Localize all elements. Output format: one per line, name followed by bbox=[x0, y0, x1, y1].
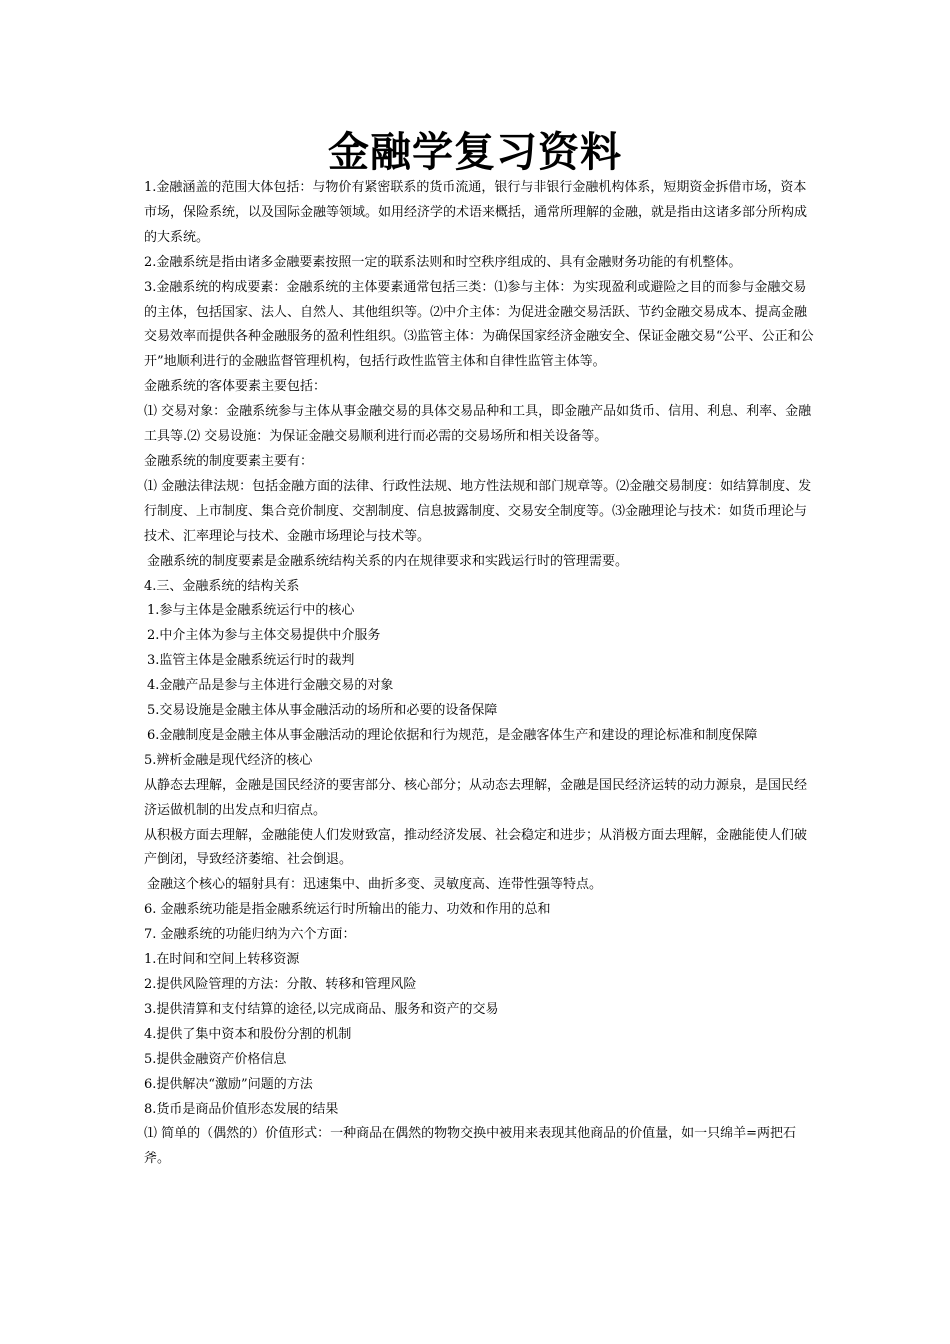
structure-item-2: 2.中介主体为参与主体交易提供中介服务 bbox=[147, 628, 381, 644]
paragraph-3-system-elements: 3.金融系统的构成要素：金融系统的主体要素通常包括三类：⑴参与主体：为实现盈利或避险之目的而参与金融交易的主体，包括国家、法人、自然人、其他组织等。⑵中介主体：为促进金融交易活跃、节约金融交易成本、提高金融交易效率而提供各种金融服务的盈利性组织。⑶监管主体：为确保国家经济金融安全、保证金融交易“公平、公正和公开”地顺利进行的金融监督管理机构，包括行政性监管主体和自律性监管主体等。 bbox=[144, 279, 814, 370]
paragraph-institution-elements-summary: 金融系统的制度要素是金融系统结构关系的内在规律要求和实践运行时的管理需要。 bbox=[147, 553, 629, 569]
document-title: 金融学复习资料 bbox=[328, 128, 622, 176]
paragraph-4-structure-heading: 4.三、金融系统的结构关系 bbox=[144, 578, 300, 594]
paragraph-5-core-heading: 5.辨析金融是现代经济的核心 bbox=[144, 752, 313, 768]
structure-item-6: 6.金融制度是金融主体从事金融活动的理论依据和行为规范，是金融客体生产和建设的理论标准和制度保障 bbox=[147, 727, 758, 743]
paragraph-1-finance-scope: 1.金融涵盖的范围大体包括：与物价有紧密联系的货币流通，银行与非银行金融机构体系，短期资金拆借市场，资本市场，保险系统，以及国际金融等领域。如用经济学的术语来概括，通常所理解的金融，就是指由这诸多部分所构成的大系统。 bbox=[144, 180, 808, 245]
structure-item-4: 4.金融产品是参与主体进行金融交易的对象 bbox=[147, 678, 394, 694]
structure-item-1: 1.参与主体是金融系统运行中的核心 bbox=[147, 603, 355, 619]
paragraph-2-financial-system-definition: 2.金融系统是指由诸多金融要素按照一定的联系法则和时空秩序组成的、具有金融财务功能的有机整体。 bbox=[144, 254, 742, 270]
function-item-6: 6.提供解决“激励”问题的方法 bbox=[144, 1076, 313, 1092]
function-item-3: 3.提供清算和支付结算的途径,以完成商品、服务和资产的交易 bbox=[144, 1001, 499, 1017]
structure-item-3: 3.监管主体是金融系统运行时的裁判 bbox=[147, 653, 355, 669]
paragraph-8-money-heading: 8.货币是商品价值形态发展的结果 bbox=[144, 1101, 339, 1117]
paragraph-positive-negative: 从积极方面去理解，金融能使人们发财致富，推动经济发展、社会稳定和进步；从消极方面去理解，金融能使人们破产倒闭，导致经济萎缩、社会倒退。 bbox=[144, 827, 808, 868]
function-item-1: 1.在时间和空间上转移资源 bbox=[144, 952, 300, 968]
structure-item-5: 5.交易设施是金融主体从事金融活动的场所和必要的设备保障 bbox=[147, 703, 498, 719]
paragraph-object-elements-heading: 金融系统的客体要素主要包括： bbox=[144, 379, 327, 395]
paragraph-simple-value-form: ⑴ 简单的（偶然的）价值形式：一种商品在偶然的物物交换中被用来表现其他商品的价值量，如一只绵羊=两把石斧。 bbox=[144, 1126, 797, 1167]
paragraph-institution-elements-heading: 金融系统的制度要素主要有： bbox=[144, 453, 314, 469]
paragraph-institution-elements: ⑴ 金融法律法规：包括金融方面的法律、行政性法规、地方性法规和部门规章等。⑵金融交易制度：如结算制度、发行制度、上市制度、集合竞价制度、交割制度、信息披露制度、交易安全制度等。⑶金融理论与技术：如货币理论与技术、汇率理论与技术、金融市场理论与技术等。 bbox=[144, 478, 812, 544]
document-body bbox=[144, 176, 814, 1172]
paragraph-core-radiation: 金融这个核心的辐射具有：迅速集中、曲折多变、灵敏度高、连带性强等特点。 bbox=[147, 877, 603, 893]
function-item-4: 4.提供了集中资本和股份分割的机制 bbox=[144, 1026, 352, 1042]
function-item-2: 2.提供风险管理的方法：分散、转移和管理风险 bbox=[144, 977, 417, 992]
paragraph-6-function-definition: 6. 金融系统功能是指金融系统运行时所输出的能力、功效和作用的总和 bbox=[144, 902, 551, 918]
paragraph-static-dynamic: 从静态去理解，金融是国民经济的要害部分、核心部分；从动态去理解，金融是国民经济运转的动力源泉，是国民经济运做机制的出发点和归宿点。 bbox=[144, 777, 808, 818]
function-item-5: 5.提供金融资产价格信息 bbox=[144, 1051, 287, 1067]
paragraph-7-functions-heading: 7. 金融系统的功能归纳为六个方面： bbox=[144, 927, 356, 943]
paragraph-object-elements: ⑴ 交易对象：金融系统参与主体从事金融交易的具体交易品种和工具，即金融产品如货币、信用、利息、利率、金融工具等.⑵ 交易设施：为保证金融交易顺利进行而必需的交易场所和相关设备等。 bbox=[144, 404, 812, 445]
